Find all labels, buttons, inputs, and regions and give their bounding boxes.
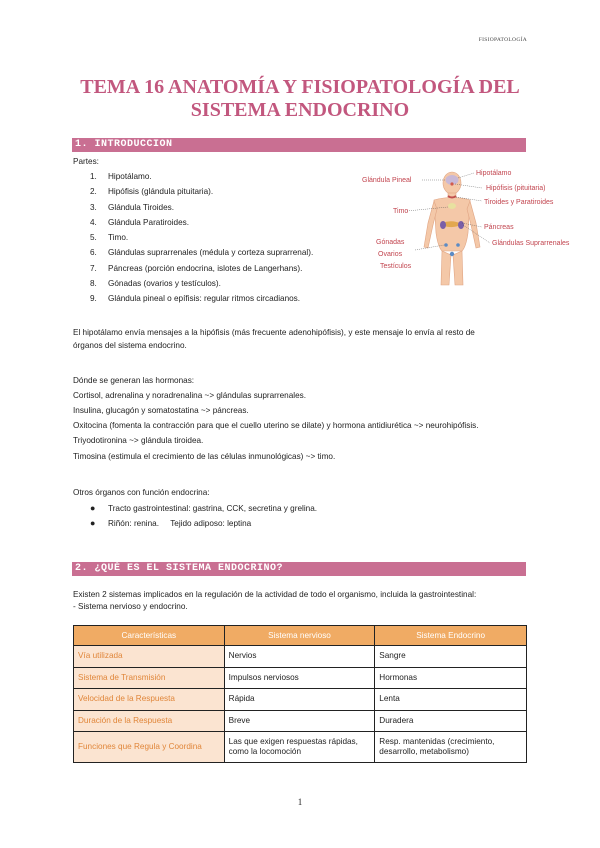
otros-label: Otros órganos con función endocrina: [73, 488, 210, 497]
comparison-table [73, 625, 527, 763]
figure-label-pineal: Glándula Pineal [362, 177, 412, 184]
list-item: ● Tracto gastrointestinal: gastrina, CCK, secretina y grelina. [90, 503, 318, 513]
table-cell: Vía utilizada [74, 646, 225, 668]
list-item: 7. Páncreas (porción endocrina, islotes de Langerhans). [90, 263, 303, 273]
list-item: 4. Glándula Paratiroides. [90, 217, 190, 227]
table-cell: Sangre [375, 646, 527, 668]
hipotalamo-paragraph-line2: órganos del sistema endocrino. [73, 341, 187, 350]
table-cell: Nervios [224, 646, 375, 668]
table-cell: Velocidad de la Respuesta [74, 689, 225, 711]
hormonas-label: Dónde se generan las hormonas: [73, 376, 195, 385]
figure-label-timo: Timo [393, 208, 409, 215]
hormona-line: Insulina, glucagón y somatostatina ~> páncreas. [73, 406, 249, 415]
list-item: 3. Glándula Tiroides. [90, 202, 174, 212]
table-cell: Breve [224, 710, 375, 732]
table-cell: Funciones que Regula y Coordina [74, 732, 225, 763]
table-cell: Resp. mantenidas (crecimiento, desarrollo, metabolismo) [375, 732, 527, 763]
table-row [74, 667, 527, 689]
list-item: 8. Gónadas (ovarios y testículos). [90, 279, 221, 289]
list-item: 9. Glándula pineal o epífisis: regular ritmos circadianos. [90, 294, 301, 304]
figure-label-testiculos: Testículos [380, 263, 412, 270]
table-header-cell: Sistema nervioso [224, 626, 375, 646]
figure-label-tiroides: Tiroides y Paratiroides [484, 199, 554, 206]
hormona-line: Triyodotironina ~> glándula tiroidea. [73, 436, 204, 445]
page-title-line1: TEMA 16 ANATOMÍA Y FISIOPATOLOGÍA DEL [80, 76, 520, 98]
endocrine-system-figure [362, 163, 594, 288]
page-title-line2: SISTEMA ENDOCRINO [190, 99, 410, 121]
header-label: FISIOPATOLOGÍA [478, 37, 527, 43]
parts-list [90, 171, 313, 309]
table-cell: Hormonas [375, 667, 527, 689]
hormona-line: Timosina (estimula el crecimiento de las células inmunológicas) ~> timo. [73, 452, 336, 461]
list-item: 1. Hipotálamo. [90, 172, 152, 181]
table-cell: Sistema de Transmisión [74, 667, 225, 689]
hormona-line: Oxitocina (fomenta la contracción para que el cuello uterino se dilate) y hormona antidiurética ~> neurohipófisis. [73, 421, 479, 430]
table-row [74, 646, 527, 668]
table-cell: Lenta [375, 689, 527, 711]
table-header-cell: Características [74, 626, 225, 646]
table-cell: Duradera [375, 710, 527, 732]
table-row [74, 732, 527, 763]
table-row [74, 710, 527, 732]
hipotalamo-paragraph-line1: El hipotálamo envía mensajes a la hipófisis (más frecuente adenohipófisis), y este mensaje lo envía al resto de [73, 328, 475, 337]
section2-intro-line1: Existen 2 sistemas implicados en la regulación de la actividad de todo el organismo, incluida la gastrointestinal: [73, 590, 477, 599]
otros-list [90, 502, 317, 532]
table-header-row [74, 626, 527, 646]
figure-label-ovarios: Ovarios [378, 251, 403, 258]
section-heading-que-es: 2. ¿QUÉ ES EL SISTEMA ENDOCRINO? [72, 562, 526, 576]
table-cell: Duración de la Respuesta [74, 710, 225, 732]
list-item: 5. Timo. [90, 233, 129, 243]
figure-label-pancreas: Páncreas [484, 224, 514, 231]
partes-label: Partes: [73, 157, 99, 166]
section2-intro-line2: - Sistema nervioso y endocrino. [73, 602, 188, 611]
list-item: 6. Glándulas suprarrenales (médula y corteza suprarrenal). [90, 248, 314, 258]
table-cell: Las que exigen respuestas rápidas, como la locomoción [224, 732, 375, 763]
list-item: ● Riñón: renina. Tejido adiposo: leptina [90, 518, 252, 528]
list-item: 2. Hipófisis (glándula pituitaria). [90, 187, 214, 197]
figure-label-suprarrenales: Glándulas Suprarrenales [492, 240, 570, 247]
figure-label-gonadas: Gónadas [376, 239, 405, 246]
page-title [60, 76, 540, 122]
table-cell: Rápida [224, 689, 375, 711]
figure-label-hipofisis: Hipófisis (pituitaria) [486, 185, 546, 192]
page-number: 1 [297, 797, 303, 807]
table-row [74, 689, 527, 711]
hormona-line: Cortisol, adrenalina y noradrenalina ~> glándulas suprarrenales. [73, 391, 307, 400]
table-header-cell: Sistema Endocrino [375, 626, 527, 646]
table-cell: Impulsos nerviosos [224, 667, 375, 689]
section-heading-introduccion: 1. INTRODUCCION [72, 138, 526, 152]
figure-label-hipotalamo: Hipotálamo [476, 170, 512, 177]
